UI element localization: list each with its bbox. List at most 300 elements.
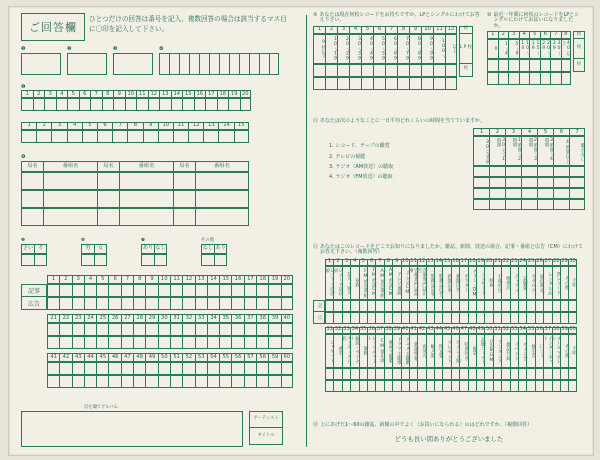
- q13-top-answer-kiji[interactable]: [325, 300, 577, 312]
- q12-cell[interactable]: [537, 199, 553, 210]
- q9-cell-kokoku[interactable]: [96, 375, 108, 388]
- q13-cell-kiji-bot[interactable]: [560, 368, 568, 380]
- q6-input[interactable]: [81, 254, 107, 266]
- q10-cell-single[interactable]: [421, 77, 433, 90]
- q10-cell-lp[interactable]: [421, 64, 433, 77]
- q1-cell[interactable]: [199, 53, 209, 75]
- q12-cell[interactable]: [537, 177, 553, 188]
- q10-cell-lp[interactable]: [313, 64, 325, 77]
- q11-cell-single[interactable]: [550, 72, 561, 85]
- q3-cell[interactable]: [82, 130, 97, 143]
- q12-cell[interactable]: [553, 166, 569, 177]
- q11-cell-lp[interactable]: [561, 59, 572, 72]
- q9-cell-kokoku[interactable]: [281, 336, 293, 349]
- q10-cell-single[interactable]: [397, 77, 409, 90]
- q13-cell-koukoku-bot[interactable]: [459, 380, 467, 392]
- q2-cell[interactable]: [205, 98, 217, 111]
- q9-cell-kiji[interactable]: [219, 323, 231, 336]
- q2-cell[interactable]: [136, 98, 148, 111]
- q13-cell-kiji-bot[interactable]: [375, 368, 383, 380]
- q13-cell-koukoku-top[interactable]: [468, 312, 476, 324]
- q2-cell[interactable]: [102, 98, 114, 111]
- q6-cells[interactable]: [81, 244, 107, 254]
- q9-cell-kiji[interactable]: [59, 284, 71, 297]
- q9-cell-kokoku[interactable]: [170, 297, 182, 310]
- q9-answer-row-kiji-3[interactable]: [47, 362, 293, 375]
- q1-input-box[interactable]: [21, 53, 61, 75]
- q9-cell-kokoku[interactable]: [47, 297, 59, 310]
- q9-cell-kokoku[interactable]: [268, 375, 280, 388]
- q1-cell[interactable]: [189, 53, 199, 75]
- q9-cell-kiji[interactable]: [108, 362, 120, 375]
- q9-cell-kiji[interactable]: [84, 323, 96, 336]
- q11-cell-single[interactable]: [540, 72, 551, 85]
- q3-cell[interactable]: [158, 130, 173, 143]
- q9-cell-kiji[interactable]: [145, 284, 157, 297]
- q13-cell-koukoku-top[interactable]: [333, 312, 341, 324]
- q13-cell-kiji-top[interactable]: [510, 300, 518, 312]
- q12-cell[interactable]: [505, 177, 521, 188]
- q4-cell[interactable]: [97, 172, 119, 190]
- q9-cell-kiji[interactable]: [108, 323, 120, 336]
- q10-cell-lp[interactable]: [325, 64, 337, 77]
- q13-cell-kiji-bot[interactable]: [325, 368, 333, 380]
- q2-cell[interactable]: [90, 98, 102, 111]
- q13-cell-kiji-top[interactable]: [459, 300, 467, 312]
- q5-box[interactable]: [21, 254, 34, 266]
- q9-cell-kiji[interactable]: [108, 284, 120, 297]
- q13-cell-koukoku-top[interactable]: [543, 312, 551, 324]
- q13-cell-kiji-bot[interactable]: [451, 368, 459, 380]
- q13-cell-kiji-top[interactable]: [434, 300, 442, 312]
- q13-cell-koukoku-bot[interactable]: [401, 380, 409, 392]
- q4-cell[interactable]: [43, 172, 97, 190]
- q10-cell-single[interactable]: [313, 77, 325, 90]
- q1-cell[interactable]: [219, 53, 229, 75]
- q11-cell-lp[interactable]: [529, 59, 540, 72]
- q10-cell-lp[interactable]: [445, 64, 457, 77]
- q13-cell-kiji-bot[interactable]: [350, 368, 358, 380]
- q9-cell-kiji[interactable]: [121, 362, 133, 375]
- q1-item[interactable]: [21, 47, 61, 75]
- q13-cell-koukoku-top[interactable]: [384, 312, 392, 324]
- q10-cell-lp[interactable]: [349, 64, 361, 77]
- q13-cell-kiji-bot[interactable]: [484, 368, 492, 380]
- q2-cell[interactable]: [182, 98, 194, 111]
- q13-cell-kiji-top[interactable]: [552, 300, 560, 312]
- q12-cell[interactable]: [553, 188, 569, 199]
- q13-cell-koukoku-bot[interactable]: [560, 380, 568, 392]
- q9-cell-kiji[interactable]: [145, 323, 157, 336]
- q10-cell-single[interactable]: [409, 77, 421, 90]
- q9-cell-kiji[interactable]: [195, 284, 207, 297]
- q1-cell[interactable]: [209, 53, 219, 75]
- q9-cell-kiji[interactable]: [72, 284, 84, 297]
- q9-cell-kiji[interactable]: [207, 362, 219, 375]
- q13-cell-koukoku-bot[interactable]: [392, 380, 400, 392]
- q6-box[interactable]: [94, 254, 107, 266]
- q13-cell-kiji-bot[interactable]: [409, 368, 417, 380]
- q9-cell-kokoku[interactable]: [72, 336, 84, 349]
- q12-cell[interactable]: [505, 166, 521, 177]
- q11-cell-single[interactable]: [529, 72, 540, 85]
- album-fields[interactable]: [249, 411, 283, 445]
- q9-cell-kokoku[interactable]: [72, 375, 84, 388]
- q13-cell-koukoku-top[interactable]: [350, 312, 358, 324]
- q7-box[interactable]: [154, 254, 167, 266]
- q9-cell-kokoku[interactable]: [84, 297, 96, 310]
- q4-row[interactable]: [21, 172, 249, 190]
- q9-cell-kokoku[interactable]: [268, 336, 280, 349]
- q13-cell-kiji-top[interactable]: [535, 300, 543, 312]
- q9-cell-kokoku[interactable]: [121, 375, 133, 388]
- q13-cell-kiji-bot[interactable]: [367, 368, 375, 380]
- q9-cell-kokoku[interactable]: [182, 375, 194, 388]
- q12-cell[interactable]: [553, 177, 569, 188]
- q1-cell[interactable]: [229, 53, 239, 75]
- q10-cell-lp[interactable]: [409, 64, 421, 77]
- q12-cell[interactable]: [537, 188, 553, 199]
- q9-cell-kokoku[interactable]: [133, 336, 145, 349]
- q9-cell-kiji[interactable]: [207, 323, 219, 336]
- q9-cell-kiji[interactable]: [170, 362, 182, 375]
- q13-cell-koukoku-top[interactable]: [342, 312, 350, 324]
- q2-cell[interactable]: [217, 98, 229, 111]
- q9-cell-kiji[interactable]: [281, 284, 293, 297]
- q1-item[interactable]: [67, 47, 107, 75]
- q3-cell[interactable]: [218, 130, 233, 143]
- q13-cell-koukoku-top[interactable]: [476, 312, 484, 324]
- q13-cell-koukoku-top[interactable]: [451, 312, 459, 324]
- q4-cell[interactable]: [119, 172, 173, 190]
- q9-cell-kokoku[interactable]: [207, 297, 219, 310]
- q6-item[interactable]: [81, 239, 107, 266]
- q9-cell-kokoku[interactable]: [108, 375, 120, 388]
- q10-cell-single[interactable]: [349, 77, 361, 90]
- q1-cell-row[interactable]: [159, 53, 279, 75]
- q8-box[interactable]: [201, 254, 214, 266]
- q9-cell-kokoku[interactable]: [96, 297, 108, 310]
- q1-item[interactable]: [113, 47, 153, 75]
- q9-cell-kiji[interactable]: [231, 284, 243, 297]
- q4-cell[interactable]: [43, 208, 97, 226]
- q13-cell-koukoku-bot[interactable]: [526, 380, 534, 392]
- q11-cell-single[interactable]: [498, 72, 509, 85]
- q1-cell[interactable]: [269, 53, 279, 75]
- q13-cell-koukoku-top[interactable]: [568, 312, 576, 324]
- q9-cell-kokoku[interactable]: [158, 297, 170, 310]
- q13-cell-koukoku-top[interactable]: [484, 312, 492, 324]
- q5-item[interactable]: [21, 239, 47, 266]
- q9-cell-kiji[interactable]: [207, 284, 219, 297]
- q9-cell-kiji[interactable]: [268, 323, 280, 336]
- q3-cell[interactable]: [203, 130, 218, 143]
- q11-cell-lp[interactable]: [508, 59, 519, 72]
- q13-cell-kiji-top[interactable]: [375, 300, 383, 312]
- q4-cell[interactable]: [119, 190, 173, 208]
- q12-cell[interactable]: [489, 199, 505, 210]
- q13-cell-kiji-bot[interactable]: [476, 368, 484, 380]
- q9-cell-kiji[interactable]: [268, 284, 280, 297]
- q13-cell-koukoku-bot[interactable]: [501, 380, 509, 392]
- q11-cell-single[interactable]: [561, 72, 572, 85]
- q13-cell-koukoku-top[interactable]: [526, 312, 534, 324]
- q13-cell-koukoku-bot[interactable]: [484, 380, 492, 392]
- q10-cell-single[interactable]: [361, 77, 373, 90]
- q9-cell-kiji[interactable]: [96, 362, 108, 375]
- q9-cell-kokoku[interactable]: [195, 297, 207, 310]
- q13-cell-koukoku-bot[interactable]: [510, 380, 518, 392]
- q4-cell[interactable]: [119, 208, 173, 226]
- q9-cell-kiji[interactable]: [256, 323, 268, 336]
- q13-cell-kiji-top[interactable]: [325, 300, 333, 312]
- q3-cell[interactable]: [36, 130, 51, 143]
- q13-cell-kiji-bot[interactable]: [468, 368, 476, 380]
- q9-cell-kiji[interactable]: [84, 362, 96, 375]
- q9-cell-kokoku[interactable]: [84, 375, 96, 388]
- q9-answer-row-kokoku-2[interactable]: [47, 336, 293, 349]
- q13-cell-kiji-top[interactable]: [367, 300, 375, 312]
- q9-cell-kokoku[interactable]: [47, 336, 59, 349]
- q9-cell-kokoku[interactable]: [158, 375, 170, 388]
- q11-cell-lp[interactable]: [540, 59, 551, 72]
- q13-cell-koukoku-bot[interactable]: [468, 380, 476, 392]
- q13-cell-koukoku-bot[interactable]: [350, 380, 358, 392]
- q9-cell-kiji[interactable]: [158, 362, 170, 375]
- q13-cell-koukoku-top[interactable]: [501, 312, 509, 324]
- q13-cell-koukoku-top[interactable]: [417, 312, 425, 324]
- q13-cell-koukoku-bot[interactable]: [384, 380, 392, 392]
- q13-cell-koukoku-bot[interactable]: [342, 380, 350, 392]
- q9-cell-kiji[interactable]: [256, 284, 268, 297]
- q5-box[interactable]: [34, 254, 47, 266]
- q9-cell-kiji[interactable]: [158, 284, 170, 297]
- q2-cell[interactable]: [44, 98, 56, 111]
- q9-cell-kiji[interactable]: [133, 284, 145, 297]
- q1-item[interactable]: [159, 47, 279, 75]
- q9-cell-kiji[interactable]: [121, 323, 133, 336]
- q13-cell-kiji-top[interactable]: [518, 300, 526, 312]
- q13-cell-koukoku-bot[interactable]: [359, 380, 367, 392]
- q13-cell-koukoku-bot[interactable]: [451, 380, 459, 392]
- q10-cell-single[interactable]: [373, 77, 385, 90]
- q8-cells[interactable]: [201, 244, 227, 254]
- q13-cell-koukoku-top[interactable]: [409, 312, 417, 324]
- q13-cell-kiji-top[interactable]: [417, 300, 425, 312]
- q13-cell-kiji-top[interactable]: [442, 300, 450, 312]
- q9-answer-row-kiji-2[interactable]: [47, 323, 293, 336]
- q9-cell-kokoku[interactable]: [244, 336, 256, 349]
- q9-cell-kokoku[interactable]: [108, 297, 120, 310]
- q1-cell[interactable]: [259, 53, 269, 75]
- q11-cell-single[interactable]: [487, 72, 498, 85]
- q11-cell-single[interactable]: [508, 72, 519, 85]
- q4-cell[interactable]: [43, 190, 97, 208]
- q13-cell-kiji-top[interactable]: [333, 300, 341, 312]
- q11-cell-lp[interactable]: [550, 59, 561, 72]
- q9-cell-kiji[interactable]: [231, 323, 243, 336]
- q9-answer-row-kiji-1[interactable]: [47, 284, 293, 297]
- q10-answer-row-lp[interactable]: [313, 64, 457, 77]
- q12-cell[interactable]: [489, 177, 505, 188]
- q9-cell-kokoku[interactable]: [268, 297, 280, 310]
- q13-cell-koukoku-top[interactable]: [359, 312, 367, 324]
- q10-cell-single[interactable]: [337, 77, 349, 90]
- q3-cell[interactable]: [127, 130, 142, 143]
- q13-cell-koukoku-bot[interactable]: [367, 380, 375, 392]
- q13-cell-kiji-bot[interactable]: [342, 368, 350, 380]
- q4-cell[interactable]: [21, 190, 43, 208]
- q7-box[interactable]: [141, 254, 154, 266]
- album-field-title[interactable]: タイトル: [249, 428, 283, 445]
- q3-cell[interactable]: [51, 130, 66, 143]
- q11-answer-row-single[interactable]: [487, 72, 571, 85]
- q12-cell[interactable]: [521, 188, 537, 199]
- q9-cell-kokoku[interactable]: [231, 375, 243, 388]
- q13-cell-kiji-bot[interactable]: [434, 368, 442, 380]
- q12-cell[interactable]: [553, 199, 569, 210]
- q13-cell-kiji-bot[interactable]: [518, 368, 526, 380]
- q4-cell[interactable]: [173, 172, 195, 190]
- q3-cell[interactable]: [173, 130, 188, 143]
- q9-cell-kiji[interactable]: [59, 362, 71, 375]
- q9-cell-kokoku[interactable]: [231, 336, 243, 349]
- q13-cell-kiji-top[interactable]: [350, 300, 358, 312]
- q10-cell-single[interactable]: [445, 77, 457, 90]
- q3-cell[interactable]: [143, 130, 158, 143]
- q9-cell-kokoku[interactable]: [281, 375, 293, 388]
- q9-cell-kiji[interactable]: [219, 284, 231, 297]
- q2-cell[interactable]: [240, 98, 252, 111]
- q2-cell[interactable]: [159, 98, 171, 111]
- q9-cell-kokoku[interactable]: [256, 297, 268, 310]
- q10-cell-single[interactable]: [433, 77, 445, 90]
- q11-answer-row-lp[interactable]: [487, 59, 571, 72]
- q13-cell-kiji-top[interactable]: [468, 300, 476, 312]
- q1-cell[interactable]: [159, 53, 169, 75]
- q5-input[interactable]: [21, 254, 47, 266]
- q11-cell-lp[interactable]: [487, 59, 498, 72]
- q9-cell-kiji[interactable]: [145, 362, 157, 375]
- q13-cell-koukoku-top[interactable]: [442, 312, 450, 324]
- q13-cell-kiji-bot[interactable]: [442, 368, 450, 380]
- q13-cell-kiji-top[interactable]: [409, 300, 417, 312]
- album-field-artist[interactable]: アーティスト: [249, 411, 283, 428]
- q4-cell[interactable]: [195, 172, 249, 190]
- q8-input[interactable]: [201, 254, 227, 266]
- q13-cell-kiji-top[interactable]: [392, 300, 400, 312]
- q13-cell-koukoku-top[interactable]: [325, 312, 333, 324]
- q4-cell[interactable]: [173, 208, 195, 226]
- q13-cell-koukoku-top[interactable]: [367, 312, 375, 324]
- q9-cell-kokoku[interactable]: [158, 336, 170, 349]
- q9-cell-kokoku[interactable]: [244, 375, 256, 388]
- q12-cell[interactable]: [521, 177, 537, 188]
- q9-cell-kiji[interactable]: [72, 362, 84, 375]
- q10-cell-lp[interactable]: [385, 64, 397, 77]
- q9-cell-kokoku[interactable]: [256, 375, 268, 388]
- q13-cell-koukoku-bot[interactable]: [409, 380, 417, 392]
- q9-cell-kokoku[interactable]: [207, 375, 219, 388]
- q13-cell-koukoku-top[interactable]: [493, 312, 501, 324]
- q12-cell[interactable]: [569, 199, 585, 210]
- q13-cell-kiji-top[interactable]: [476, 300, 484, 312]
- q10-answer-row-single[interactable]: [313, 77, 457, 90]
- q9-cell-kokoku[interactable]: [121, 297, 133, 310]
- q13-cell-kiji-bot[interactable]: [359, 368, 367, 380]
- q9-cell-kiji[interactable]: [170, 284, 182, 297]
- q9-cell-kokoku[interactable]: [281, 297, 293, 310]
- q13-cell-koukoku-bot[interactable]: [476, 380, 484, 392]
- q2-cell[interactable]: [33, 98, 45, 111]
- q9-cell-kokoku[interactable]: [121, 336, 133, 349]
- q13-bot-answer-koukoku[interactable]: [325, 380, 577, 392]
- q9-cell-kiji[interactable]: [133, 362, 145, 375]
- q13-cell-koukoku-top[interactable]: [560, 312, 568, 324]
- q10-cell-single[interactable]: [325, 77, 337, 90]
- q1-cell[interactable]: [169, 53, 179, 75]
- q9-cell-kokoku[interactable]: [59, 375, 71, 388]
- q9-cell-kokoku[interactable]: [231, 297, 243, 310]
- q2-cell[interactable]: [21, 98, 33, 111]
- q11-cell-lp[interactable]: [519, 59, 530, 72]
- q9-cell-kiji[interactable]: [182, 323, 194, 336]
- q13-cell-kiji-top[interactable]: [526, 300, 534, 312]
- q13-cell-koukoku-top[interactable]: [459, 312, 467, 324]
- q13-cell-koukoku-top[interactable]: [401, 312, 409, 324]
- q12-cell[interactable]: [569, 177, 585, 188]
- q9-cell-kokoku[interactable]: [219, 336, 231, 349]
- q13-cell-koukoku-bot[interactable]: [518, 380, 526, 392]
- q13-cell-koukoku-top[interactable]: [426, 312, 434, 324]
- q2-answer-row[interactable]: [21, 98, 251, 111]
- q9-cell-kiji[interactable]: [84, 284, 96, 297]
- q13-cell-koukoku-bot[interactable]: [333, 380, 341, 392]
- q4-cell[interactable]: [21, 172, 43, 190]
- q13-cell-koukoku-bot[interactable]: [493, 380, 501, 392]
- q4-row[interactable]: [21, 190, 249, 208]
- q12-cell[interactable]: [505, 199, 521, 210]
- q13-cell-kiji-bot[interactable]: [543, 368, 551, 380]
- q9-cell-kokoku[interactable]: [195, 336, 207, 349]
- q8-box[interactable]: [214, 254, 227, 266]
- q11-cell-lp[interactable]: [498, 59, 509, 72]
- q9-cell-kiji[interactable]: [268, 362, 280, 375]
- q9-cell-kokoku[interactable]: [145, 375, 157, 388]
- q3-answer-row[interactable]: [21, 130, 249, 143]
- q9-cell-kiji[interactable]: [182, 284, 194, 297]
- q13-cell-kiji-bot[interactable]: [501, 368, 509, 380]
- q10-cell-lp[interactable]: [397, 64, 409, 77]
- q12-answer-row[interactable]: [473, 166, 585, 177]
- q13-cell-koukoku-bot[interactable]: [417, 380, 425, 392]
- q13-cell-koukoku-bot[interactable]: [375, 380, 383, 392]
- q9-cell-kiji[interactable]: [47, 323, 59, 336]
- q13-cell-kiji-top[interactable]: [401, 300, 409, 312]
- q13-cell-kiji-top[interactable]: [359, 300, 367, 312]
- q3-cell[interactable]: [67, 130, 82, 143]
- q8-item[interactable]: [201, 239, 227, 266]
- q9-cell-kokoku[interactable]: [108, 336, 120, 349]
- q13-cell-kiji-bot[interactable]: [401, 368, 409, 380]
- q5-cells[interactable]: [21, 244, 47, 254]
- q9-cell-kokoku[interactable]: [145, 336, 157, 349]
- q4-cell[interactable]: [21, 208, 43, 226]
- q9-cell-kokoku[interactable]: [219, 297, 231, 310]
- q7-input[interactable]: [141, 254, 167, 266]
- q9-cell-kiji[interactable]: [47, 362, 59, 375]
- q13-cell-kiji-top[interactable]: [426, 300, 434, 312]
